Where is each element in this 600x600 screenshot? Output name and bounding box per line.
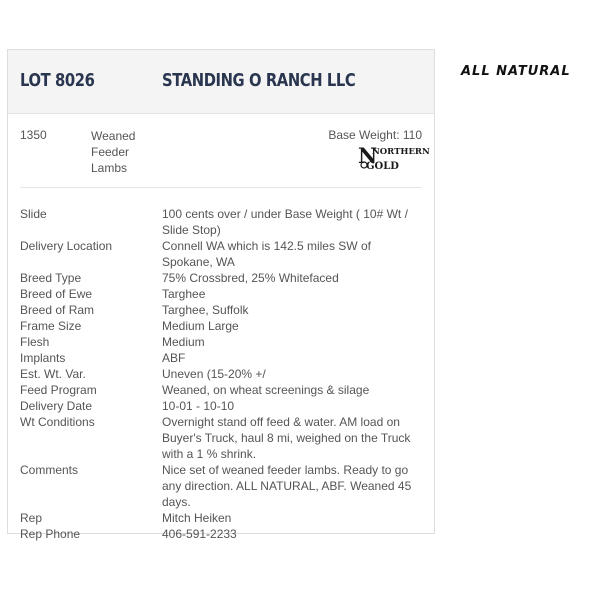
detail-row: [20, 462, 424, 510]
detail-value: ABF: [162, 351, 186, 365]
detail-label: Delivery Date: [20, 399, 93, 413]
detail-value: Medium: [162, 335, 205, 349]
detail-label: Implants: [20, 351, 66, 365]
detail-row: [20, 302, 424, 318]
detail-label: Slide: [20, 207, 47, 221]
detail-row: [20, 526, 424, 542]
detail-value: Targhee: [162, 287, 206, 301]
northern-gold-logo-icon: [358, 143, 430, 172]
detail-row: [20, 238, 424, 270]
detail-value: Targhee, Suffolk: [162, 303, 249, 317]
detail-value: Mitch Heiken: [162, 511, 232, 525]
divider: [20, 187, 422, 188]
detail-label: Rep: [20, 511, 43, 525]
detail-row: [20, 318, 424, 334]
detail-value: Weaned, on wheat screenings & silage: [162, 383, 370, 397]
detail-value: 75% Crossbred, 25% Whitefaced: [162, 271, 339, 285]
logo-line1: NORTHERN: [372, 147, 430, 157]
detail-row: [20, 366, 424, 382]
logo-line2: GOLD: [366, 161, 399, 172]
detail-value: Overnight stand off feed & water. AM load on Buyer's Truck, haul 8 mi, weighed on the Truck with a 1 % shrink.: [162, 415, 411, 461]
detail-label: Breed Type: [20, 271, 82, 285]
lot-card: [7, 49, 435, 541]
detail-label: Comments: [20, 463, 79, 477]
detail-value: 406-591-2233: [162, 527, 237, 541]
detail-row: [20, 286, 424, 302]
lamb-type: Weaned Feeder Lambs: [91, 129, 136, 175]
detail-row: [20, 270, 424, 286]
detail-row: [20, 206, 424, 238]
detail-value: Uneven (15-20% +/: [162, 367, 266, 381]
base-weight: Base Weight: 110: [328, 128, 422, 142]
ranch-name: STANDING O RANCH LLC: [162, 70, 356, 91]
all-natural-badge: ALL NATURAL: [461, 64, 571, 79]
lot-summary: [8, 114, 434, 184]
detail-value: Nice set of weaned feeder lambs. Ready to go any direction. ALL NATURAL, ABF. Weaned 45 days.: [162, 463, 412, 509]
detail-label: Breed of Ewe: [20, 287, 93, 301]
detail-label: Delivery Location: [20, 239, 113, 253]
detail-row: [20, 350, 424, 366]
detail-value: Connell WA which is 142.5 miles SW of Spokane, WA: [162, 239, 371, 269]
detail-label: Feed Program: [20, 383, 97, 397]
lot-details: [20, 206, 424, 542]
detail-label: Breed of Ram: [20, 303, 95, 317]
detail-value: 100 cents over / under Base Weight ( 10# Wt / Slide Stop): [162, 207, 408, 237]
lot-number: LOT 8026: [20, 70, 95, 91]
detail-row: [20, 382, 424, 398]
detail-value: 10-01 - 10-10: [162, 399, 235, 413]
detail-row: [20, 398, 424, 414]
detail-label: Est. Wt. Var.: [20, 367, 86, 381]
detail-row: [20, 334, 424, 350]
detail-label: Rep Phone: [20, 527, 81, 541]
detail-label: Frame Size: [20, 319, 82, 333]
svg-text:N: N: [358, 143, 378, 168]
detail-value: Medium Large: [162, 319, 239, 333]
detail-row: [20, 414, 424, 462]
head-count: 1350: [20, 128, 47, 142]
detail-label: Wt Conditions: [20, 415, 95, 429]
lot-header: [8, 50, 434, 114]
detail-label: Flesh: [20, 335, 50, 349]
detail-row: [20, 510, 424, 526]
